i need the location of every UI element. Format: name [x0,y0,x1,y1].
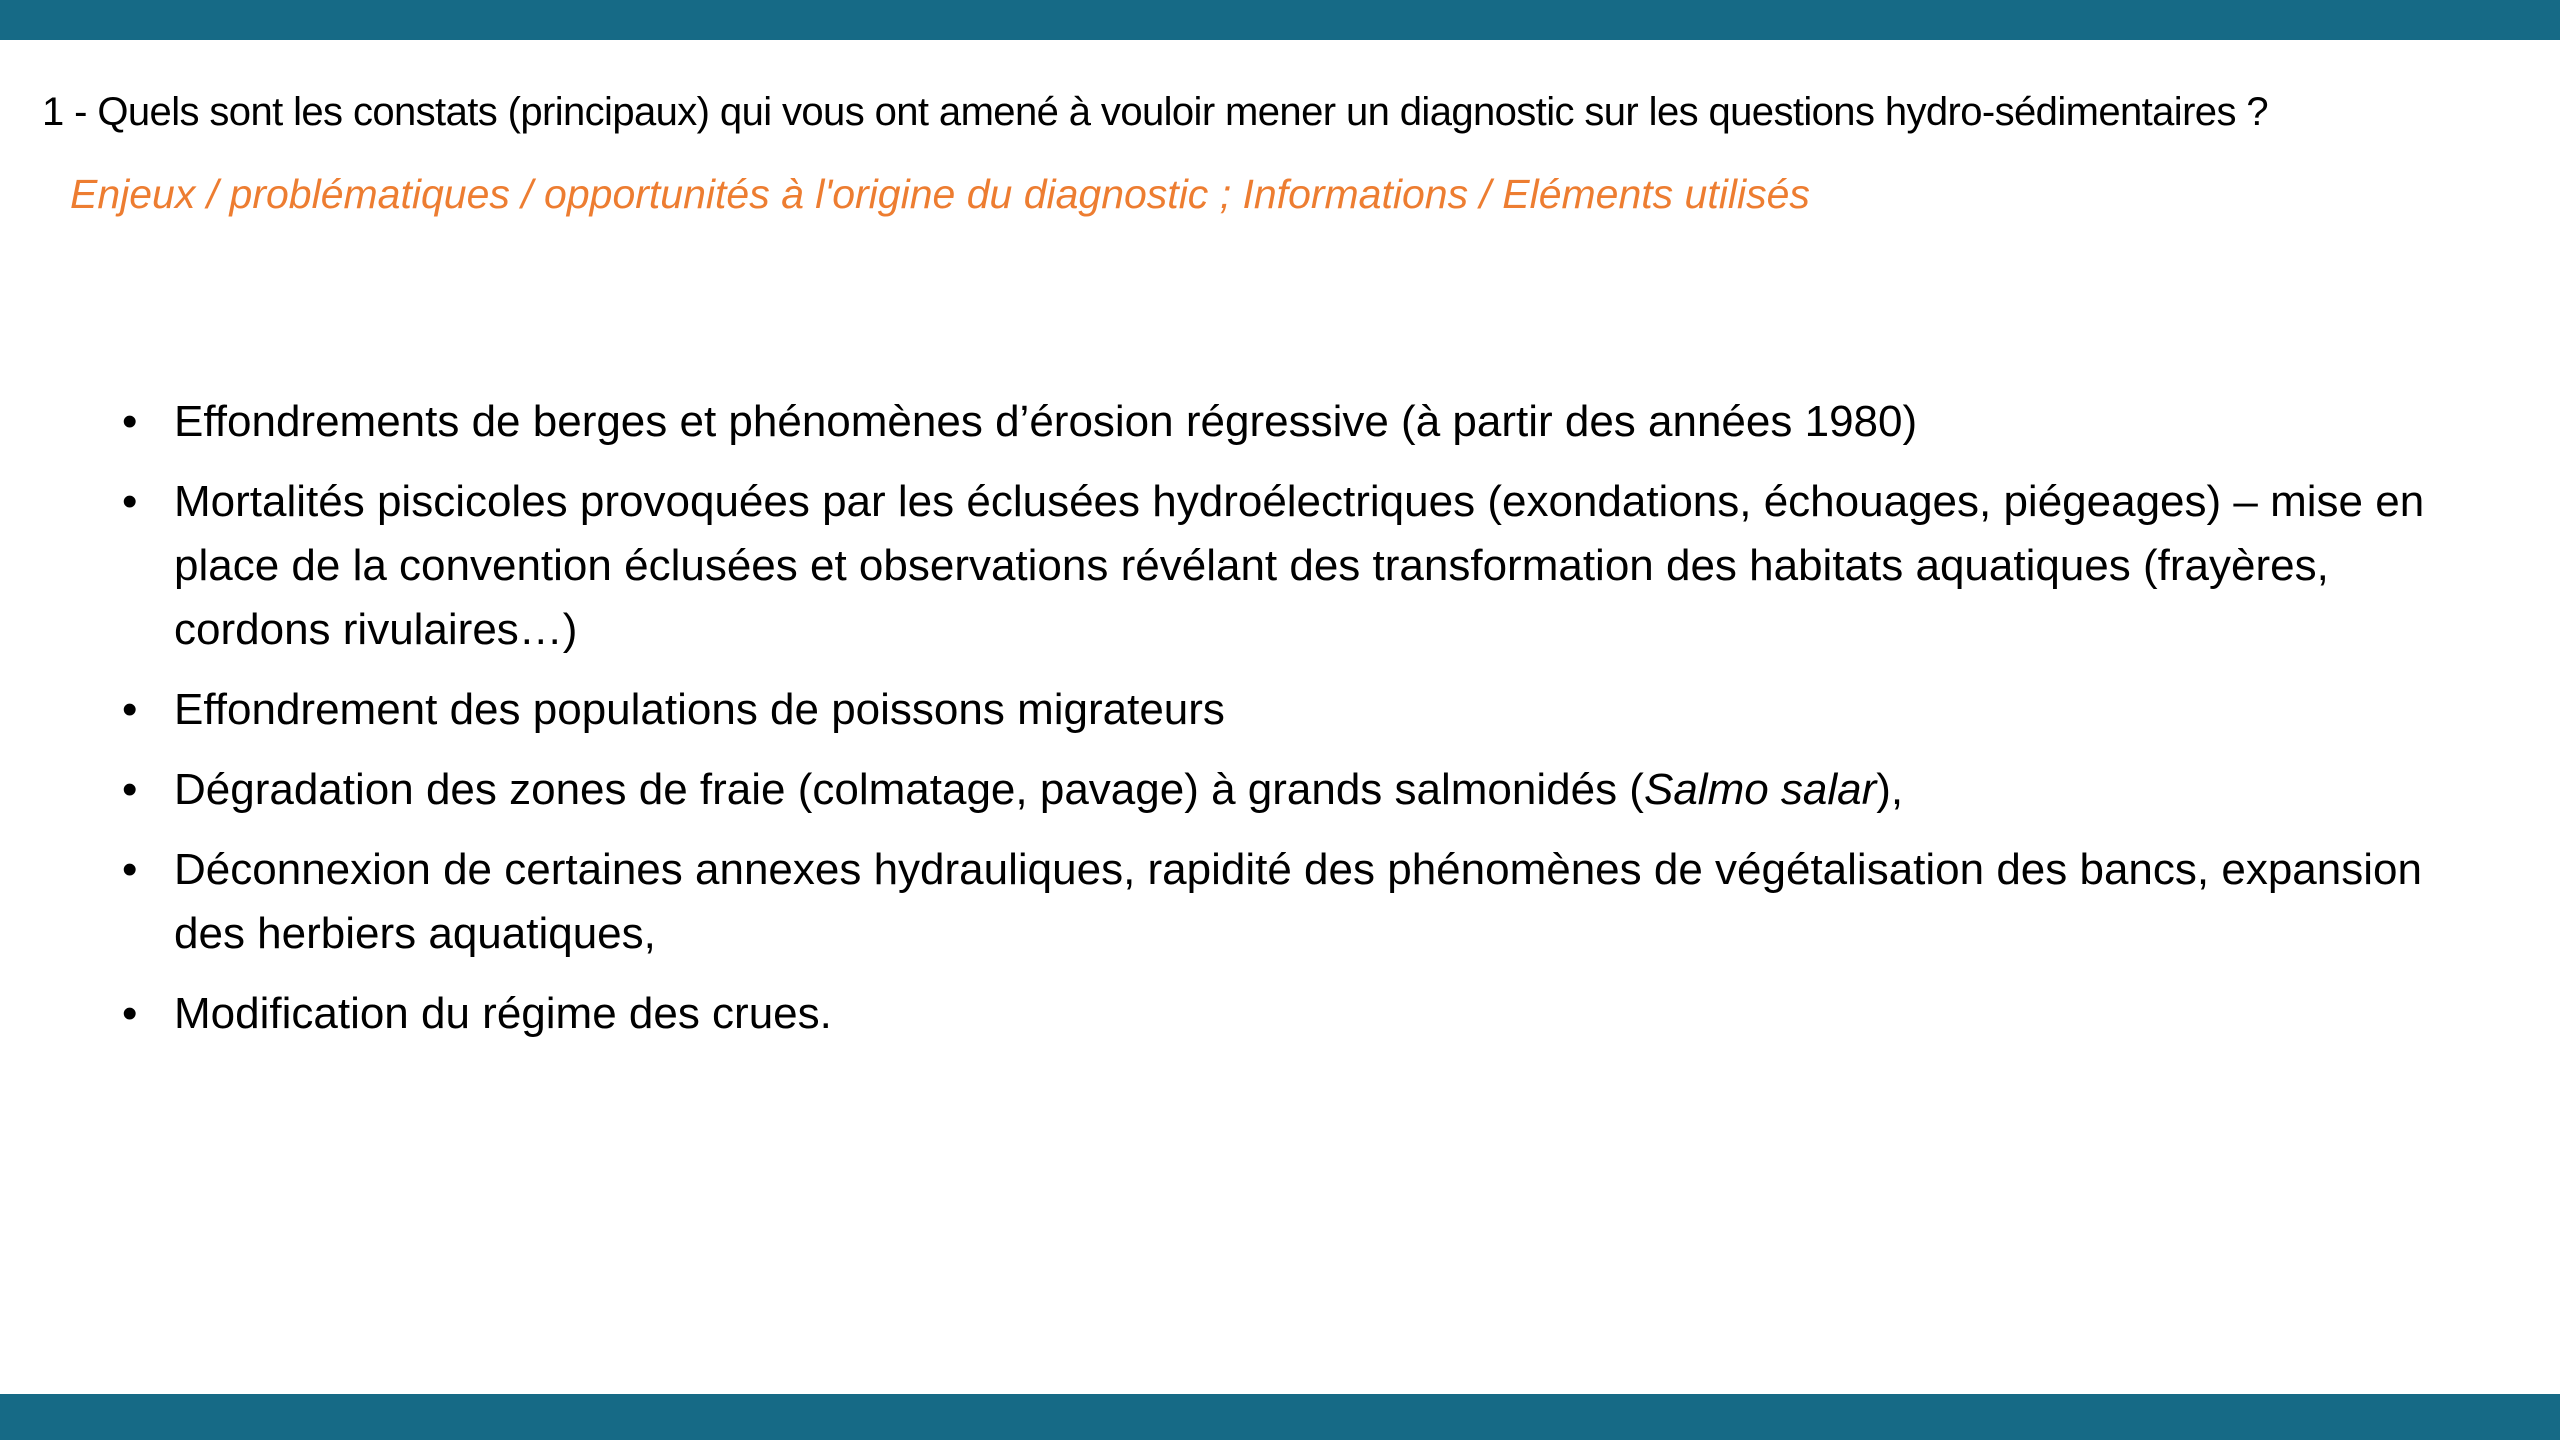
bullet-item-disconnection [120,838,2450,966]
bullet-point-icon: • [122,765,138,814]
bullet-point-icon: • [122,989,138,1038]
bullet-list [120,390,2450,1062]
bullet-text: Mortalités piscicoles provoquées par les éclusées hydroélectriques (exondations, échouages, piégeages) – mise en place de la convention éclusées et observations révélant des transformation des habitats aquatiques (frayères, cordons rivulaires…) [174,477,2425,654]
bullet-text: Effondrement des populations de poissons migrateurs [174,685,1225,734]
top-band [0,0,2560,40]
species-name: Salmo salar [1643,765,1877,814]
bottom-band [0,1394,2560,1440]
bullet-text [174,765,1903,814]
bullet-item-flood-regime [120,982,2450,1046]
bullet-text: Déconnexion de certaines annexes hydrauliques, rapidité des phénomènes de végétalisation des bancs, expansion des herbiers aquatiques, [174,845,2422,958]
slide-question: 1 - Quels sont les constats (principaux) qui vous ont amené à vouloir mener un diagnostic sur les questions hydro-sédimentaires ? [42,90,2268,134]
bullet-item-spawning-zones [120,758,2450,822]
bullet-text: Effondrements de berges et phénomènes d’érosion régressive (à partir des années 1980) [174,397,1918,446]
bullet-item-migratory-fish [120,678,2450,742]
bullet-point-icon: • [122,845,138,894]
bullet-point-icon: • [122,685,138,734]
bullet-item-bank-erosion [120,390,2450,454]
bullet-point-icon: • [122,397,138,446]
bullet-text-end: ), [1876,765,1904,814]
bullet-text-start: Dégradation des zones de fraie (colmatage, pavage) à grands salmonidés ( [174,765,1644,814]
bullet-item-fish-mortality [120,470,2450,662]
bullet-point-icon: • [122,477,138,526]
bullet-text: Modification du régime des crues. [174,989,832,1038]
slide-subtitle: Enjeux / problématiques / opportunités à l'origine du diagnostic ; Informations / Eléments utilisés [70,171,1810,217]
